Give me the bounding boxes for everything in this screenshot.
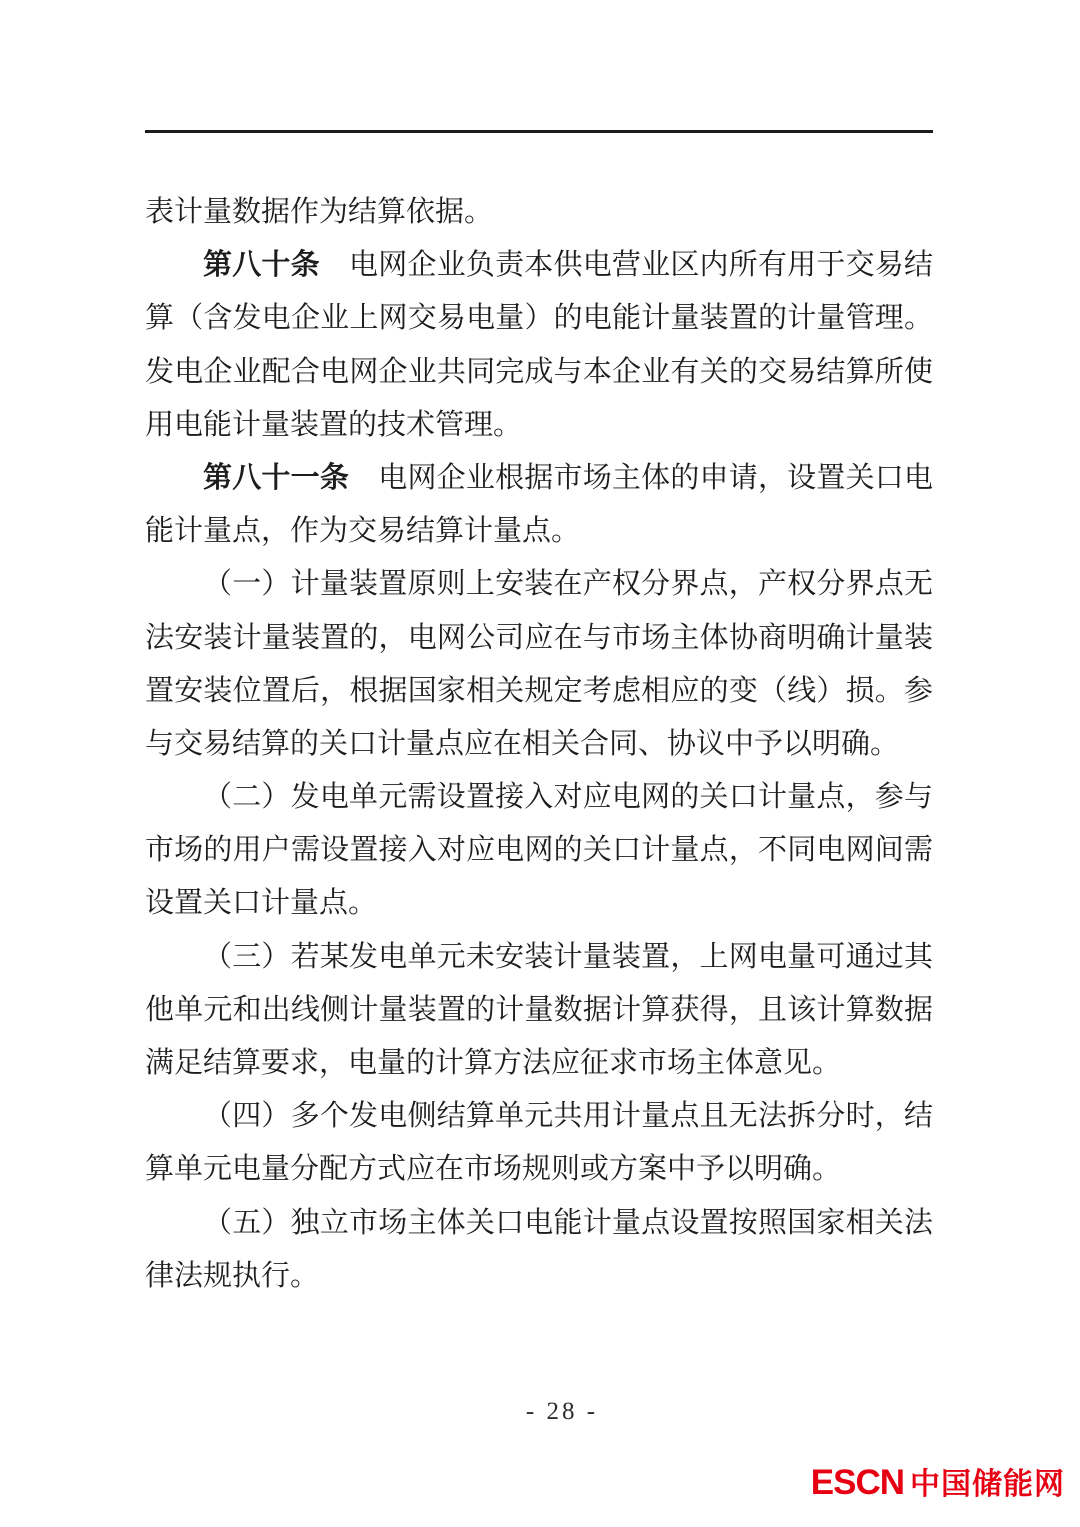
logo-latin-text: ESCN	[810, 1463, 904, 1502]
text-line	[145, 292, 933, 345]
text-line	[145, 239, 933, 292]
text-segment: 置安装位置后，根据国家相关规定考虑相应的变（线）损。参	[145, 674, 933, 707]
document-body	[145, 186, 933, 1303]
text-segment: 能计量点，作为交易结算计量点。	[145, 515, 581, 548]
text-segment: 满足结算要求，电量的计算方法应征求市场主体意见。	[145, 1047, 842, 1079]
text-line	[145, 931, 933, 984]
header-rule	[145, 130, 933, 133]
text-line	[145, 558, 933, 611]
text-line	[145, 612, 933, 665]
text-line	[145, 771, 933, 824]
text-line	[145, 1197, 933, 1250]
text-line	[145, 399, 933, 452]
text-segment: （一）计量装置原则上安装在产权分界点，产权分界点无	[203, 568, 933, 601]
text-line	[145, 718, 933, 771]
escn-logo	[811, 1459, 1065, 1503]
text-line	[145, 1143, 933, 1196]
text-line	[145, 824, 933, 877]
text-segment: （五）独立市场主体关口电能计量点设置按照国家相关法	[203, 1206, 933, 1239]
logo-chinese-text: 中国储能网	[910, 1468, 1065, 1501]
text-segment: 表计量数据作为结算依据。	[145, 196, 494, 228]
text-segment: 他单元和出线侧计量装置的计量数据计算获得，且该计算数据	[145, 993, 933, 1026]
text-segment: （三）若某发电单元未安装计量装置，上网电量可通过其	[203, 940, 933, 973]
text-line	[145, 505, 933, 558]
text-segment: （二）发电单元需设置接入对应电网的关口计量点，参与	[203, 781, 933, 814]
text-line	[145, 1037, 933, 1090]
text-segment: 用电能计量装置的技术管理。	[145, 408, 523, 441]
text-line	[145, 877, 933, 930]
article-heading: 第八十条	[203, 249, 320, 282]
text-line	[145, 665, 933, 718]
text-line	[145, 452, 933, 505]
text-segment: 算（含发电企业上网交易电量）的电能计量装置的计量管理。	[145, 302, 933, 335]
text-segment: 电网企业负责本供电营业区内所有用于交易结	[319, 249, 933, 282]
text-segment: 发电企业配合电网企业共同完成与本企业有关的交易结算所使	[145, 355, 933, 388]
text-segment: 设置关口计量点。	[145, 887, 378, 920]
text-segment: 市场的用户需设置接入对应电网的关口计量点，不同电网间需	[145, 834, 933, 867]
text-segment: 与交易结算的关口计量点应在相关合同、协议中予以明确。	[145, 727, 900, 760]
article-heading: 第八十一条	[203, 461, 350, 494]
page-number: - 28 -	[525, 1398, 599, 1425]
text-line	[145, 984, 933, 1037]
text-segment: 律法规执行。	[145, 1259, 320, 1292]
text-line	[145, 186, 933, 239]
text-line	[145, 346, 933, 399]
text-segment: 电网企业根据市场主体的申请，设置关口电	[349, 461, 933, 494]
text-segment: （四）多个发电侧结算单元共用计量点且无法拆分时，结	[203, 1100, 933, 1133]
text-line	[145, 1090, 933, 1143]
text-segment: 算单元电量分配方式应在市场规则或方案中予以明确。	[145, 1153, 842, 1186]
text-segment: 法安装计量装置的，电网公司应在与市场主体协商明确计量装	[145, 621, 933, 654]
text-line	[145, 1250, 933, 1303]
